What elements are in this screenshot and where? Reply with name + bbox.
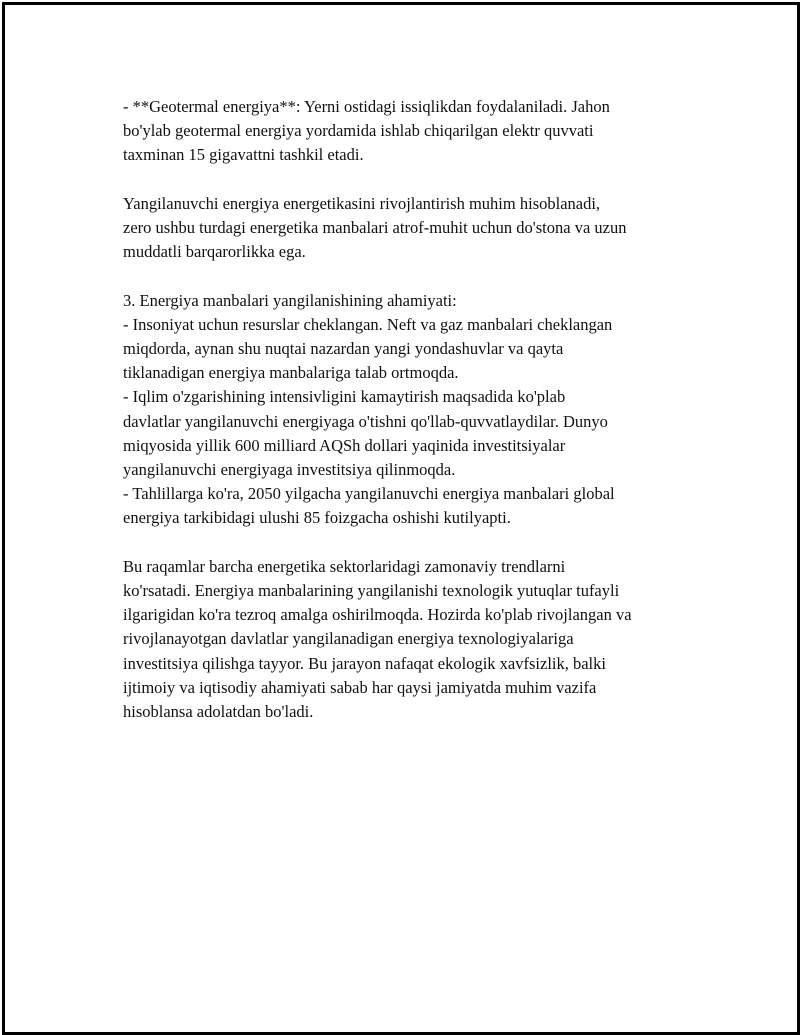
text-line: taxminan 15 gigavattni tashkil etadi. (123, 145, 364, 165)
paragraph-conclusion (123, 555, 713, 724)
paragraph-renewable-development (123, 192, 713, 265)
text-line: Yangilanuvchi energiya energetikasini rivojlantirish muhim hisoblanadi, (123, 193, 601, 213)
paragraph-geothermal (123, 95, 713, 168)
text-line: - Tahlillarga ko'ra, 2050 yilgacha yangilanuvchi energiya manbalari global (123, 484, 615, 504)
text-line: - Insoniyat uchun resurslar cheklangan. Neft va gaz manbalari cheklangan (123, 314, 613, 334)
text-line: - **Geotermal energiya**: Yerni ostidagi issiqlikdan foydalaniladi. Jahon (123, 97, 610, 116)
text-line: ko'rsatadi. Energiya manbalarining yangilanishi texnologik yutuqlar tufayli (123, 581, 620, 601)
paragraph-gap (123, 168, 713, 192)
paragraph-gap (123, 264, 713, 288)
text-line: ijtimoiy va iqtisodiy ahamiyati sabab har qaysi jamiyatda muhim vazifa (123, 677, 597, 697)
text-line: ilgarigidan ko'ra tezroq amalga oshirilmoqda. Hozirda ko'plab rivojlangan va (123, 605, 632, 625)
text-line: energiya tarkibidagi ulushi 85 foizgacha oshishi kutilyapti. (123, 508, 511, 528)
text-line: yangilanuvchi energiyaga investitsiya qilinmoqda. (123, 460, 456, 480)
text-line: davlatlar yangilanuvchi energiyaga o'tishni qo'llab-quvvatlaydilar. Dunyo (123, 411, 608, 431)
section-heading: 3. Energiya manbalari yangilanishining ahamiyati: (123, 290, 457, 310)
page-frame (2, 2, 800, 1035)
text-line: - Iqlim o'zgarishining intensivligini kamaytirish maqsadida ko'plab (123, 387, 566, 407)
document-body (123, 95, 713, 724)
text-line: miqdorda, aynan shu nuqtai nazardan yangi yondashuvlar va qayta (123, 339, 564, 358)
text-line: muddatli barqarorlikka ega. (123, 242, 306, 262)
text-line: zero ushbu turdagi energetika manbalari atrof-muhit uchun do'stona va uzun (123, 218, 627, 237)
section-energy-renewal-importance (123, 289, 713, 531)
text-line: rivojlanayotgan davlatlar yangilanadigan energiya texnologiyalariga (123, 629, 574, 649)
text-line: bo'ylab geotermal energiya yordamida ishlab chiqarilgan elektr quvvati (123, 121, 594, 141)
text-line: tiklanadigan energiya manbalariga talab ortmoqda. (123, 363, 459, 383)
text-line: miqyosida yillik 600 milliard AQSh dollari yaqinida investitsiyalar (123, 435, 566, 455)
text-line: hisoblansa adolatdan bo'ladi. (123, 702, 314, 722)
text-line: Bu raqamlar barcha energetika sektorlaridagi zamonaviy trendlarni (123, 556, 566, 576)
text-line: investitsiya qilishga tayyor. Bu jarayon nafaqat ekologik xavfsizlik, balki (123, 653, 606, 673)
paragraph-gap (123, 531, 713, 555)
